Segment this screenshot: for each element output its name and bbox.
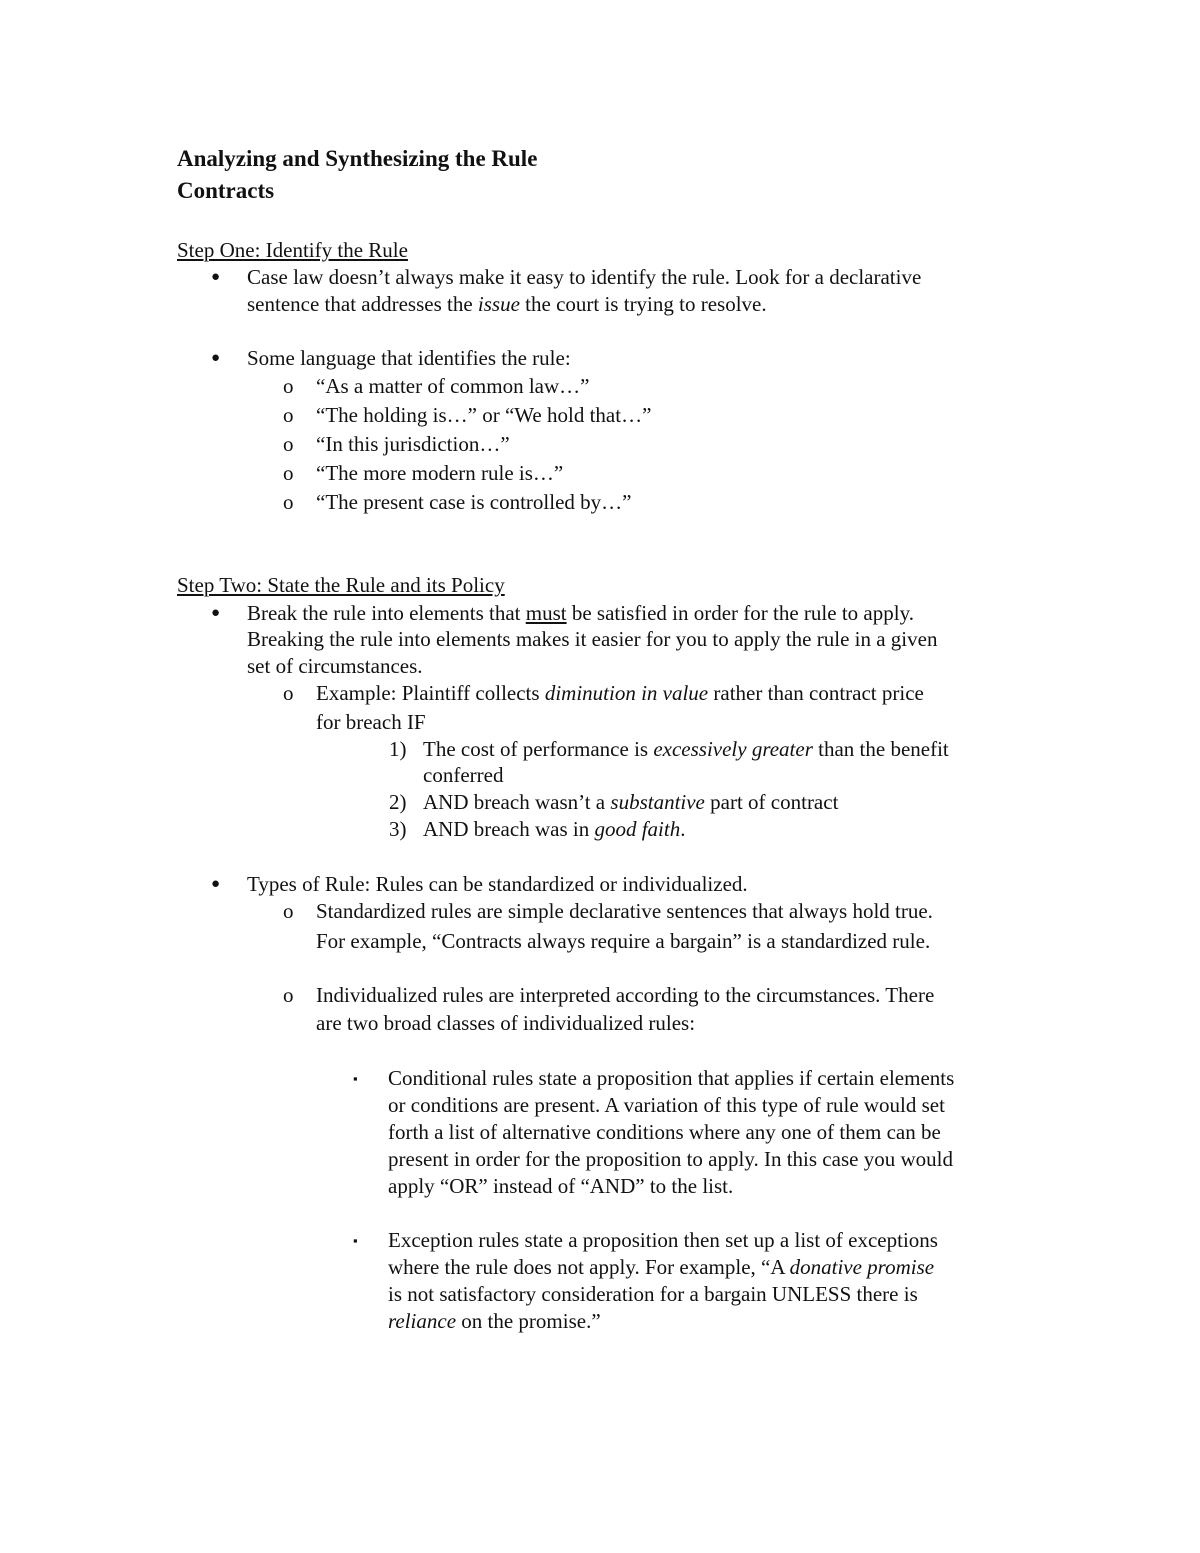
circle-bullet-icon: o: [283, 432, 294, 456]
square-bullet-icon: ▪: [353, 1071, 358, 1086]
circle-bullet-icon: o: [283, 374, 294, 398]
step-two-heading: Step Two: State the Rule and its Policy: [177, 573, 505, 597]
bullet-icon: ●: [211, 350, 221, 366]
circle-bullet-icon: o: [283, 899, 294, 923]
rule-phrase: “In this jurisdiction…”: [316, 432, 510, 456]
conditional-line5: apply “OR” instead of “AND” to the list.: [388, 1174, 734, 1198]
condition-item-2: AND breach wasn’t a substantive part of contract: [423, 790, 839, 814]
conditional-line1: Conditional rules state a proposition that applies if certain elements: [388, 1066, 955, 1090]
number-marker: 3): [389, 817, 407, 841]
individualized-line2: are two broad classes of individualized rules:: [316, 1011, 696, 1035]
document-subtitle: Contracts: [177, 178, 275, 203]
step-one-heading: Step One: Identify the Rule: [177, 238, 408, 262]
condition-item-3: AND breach was in good faith.: [423, 817, 686, 841]
circle-bullet-icon: o: [283, 461, 294, 485]
rule-phrase: “The holding is…” or “We hold that…”: [316, 403, 652, 427]
conditional-line2: or conditions are present. A variation of this type of rule would set: [388, 1093, 945, 1117]
number-marker: 1): [389, 737, 407, 761]
step2-bullet1-line2: Breaking the rule into elements makes it easier for you to apply the rule in a given: [247, 627, 938, 651]
rule-phrase: “As a matter of common law…”: [316, 374, 590, 398]
bullet-icon: ●: [211, 605, 221, 621]
condition-item-1: The cost of performance is excessively greater than the benefit: [423, 737, 949, 761]
conditional-line3: forth a list of alternative conditions where any one of them can be: [388, 1120, 941, 1144]
step2-bullet2: Types of Rule: Rules can be standardized or individualized.: [247, 872, 748, 896]
example-line2: for breach IF: [316, 710, 426, 734]
standardized-line1: Standardized rules are simple declarative sentences that always hold true.: [316, 899, 933, 923]
bullet-icon: ●: [211, 876, 221, 892]
bullet-icon: ●: [211, 269, 221, 285]
document-title: Analyzing and Synthesizing the Rule: [177, 146, 538, 171]
step1-bullet1-line1: Case law doesn’t always make it easy to identify the rule. Look for a declarative: [247, 265, 922, 289]
circle-bullet-icon: o: [283, 403, 294, 427]
step1-bullet1-line2: sentence that addresses the issue the court is trying to resolve.: [247, 292, 767, 316]
circle-bullet-icon: o: [283, 681, 294, 705]
exception-line2: where the rule does not apply. For example, “A donative promise: [388, 1255, 935, 1279]
condition-item-1-cont: conferred: [423, 763, 504, 787]
individualized-line1: Individualized rules are interpreted according to the circumstances. There: [316, 983, 935, 1007]
standardized-line2: For example, “Contracts always require a bargain” is a standardized rule.: [316, 929, 931, 953]
conditional-line4: present in order for the proposition to apply. In this case you would: [388, 1147, 953, 1171]
step1-bullet2: Some language that identifies the rule:: [247, 346, 571, 370]
exception-line4: reliance on the promise.”: [388, 1309, 601, 1333]
rule-phrase: “The present case is controlled by…”: [316, 490, 632, 514]
square-bullet-icon: ▪: [353, 1233, 358, 1248]
step2-bullet1-line3: set of circumstances.: [247, 654, 423, 678]
circle-bullet-icon: o: [283, 490, 294, 514]
number-marker: 2): [389, 790, 407, 814]
circle-bullet-icon: o: [283, 983, 294, 1007]
exception-line1: Exception rules state a proposition then set up a list of exceptions: [388, 1228, 938, 1252]
exception-line3: is not satisfactory consideration for a bargain UNLESS there is: [388, 1282, 918, 1306]
step2-bullet1-line1: Break the rule into elements that must be satisfied in order for the rule to apply.: [247, 601, 914, 625]
rule-phrase: “The more modern rule is…”: [316, 461, 564, 485]
example-line1: Example: Plaintiff collects diminution in value rather than contract price: [316, 681, 924, 705]
